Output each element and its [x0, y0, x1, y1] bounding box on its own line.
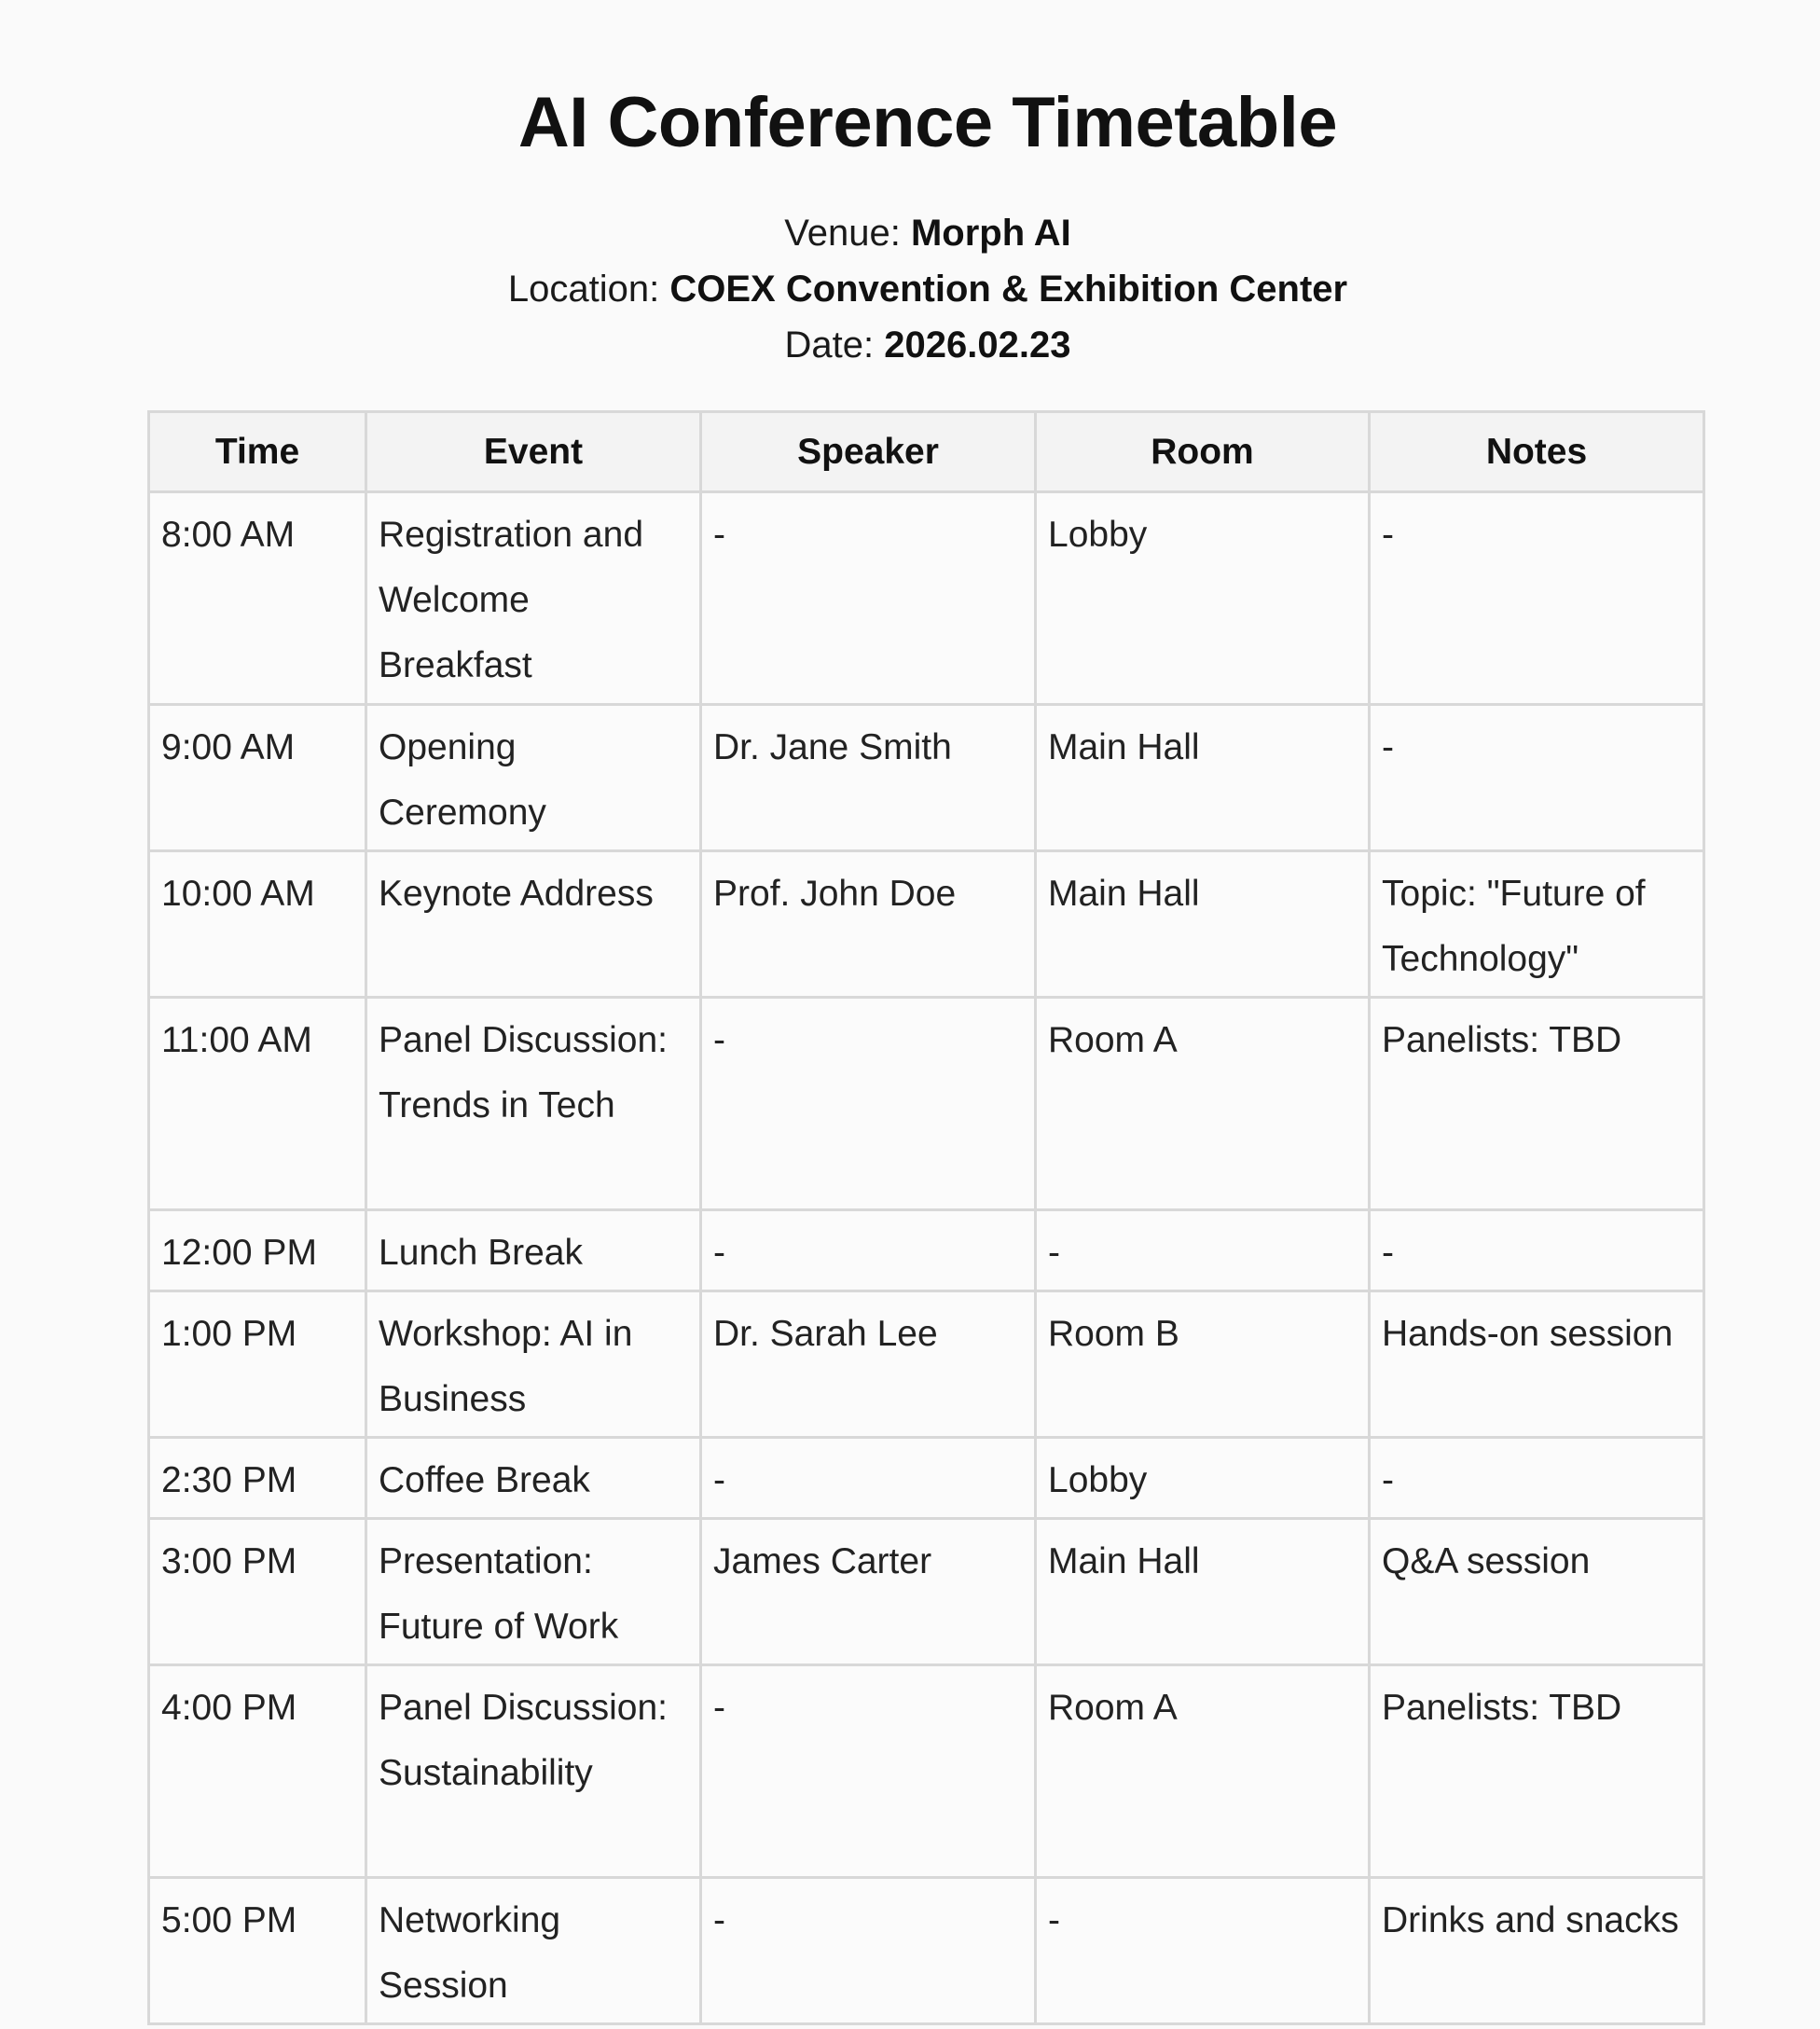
date-value: 2026.02.23 [884, 324, 1071, 366]
cell-event: Opening Ceremony [366, 705, 701, 851]
cell-notes: - [1370, 1210, 1704, 1291]
cell-room: Main Hall [1036, 1519, 1370, 1665]
table-row [149, 492, 1704, 705]
cell-room: Lobby [1036, 492, 1370, 705]
venue-value: Morph AI [910, 213, 1071, 254]
table-row [149, 1519, 1704, 1665]
page-title: AI Conference Timetable [517, 83, 1338, 162]
location-line [0, 261, 1820, 317]
cell-notes: Panelists: TBD [1370, 1665, 1704, 1878]
table-row [149, 705, 1704, 851]
cell-event: Registration and Welcome Breakfast [366, 492, 701, 705]
cell-time: 4:00 PM [149, 1665, 366, 1878]
cell-event: Coffee Break [366, 1438, 701, 1519]
cell-room: - [1036, 1210, 1370, 1291]
cell-room: Room A [1036, 1665, 1370, 1878]
cell-event: Networking Session [366, 1878, 701, 2024]
cell-room: Main Hall [1036, 705, 1370, 851]
cell-notes: - [1370, 705, 1704, 851]
cell-notes: - [1370, 1438, 1704, 1519]
cell-notes: Panelists: TBD [1370, 998, 1704, 1210]
header-time: Time [149, 412, 366, 492]
table-row [149, 1291, 1704, 1438]
cell-time: 9:00 AM [149, 705, 366, 851]
date-line [0, 317, 1820, 373]
cell-time: 8:00 AM [149, 492, 366, 705]
location-value: COEX Convention & Exhibition Center [669, 269, 1348, 310]
cell-event: Keynote Address [366, 851, 701, 998]
table-row [149, 1210, 1704, 1291]
table-header-row [149, 412, 1704, 492]
cell-room: - [1036, 1878, 1370, 2024]
cell-speaker: Dr. Jane Smith [701, 705, 1036, 851]
cell-time: 3:00 PM [149, 1519, 366, 1665]
venue-line [0, 205, 1820, 261]
header-speaker: Speaker [701, 412, 1036, 492]
cell-notes: Topic: "Future of Technology" [1370, 851, 1704, 998]
venue-label: Venue: [784, 213, 901, 254]
cell-speaker: Dr. Sarah Lee [701, 1291, 1036, 1438]
cell-speaker: - [701, 492, 1036, 705]
cell-speaker: - [701, 1210, 1036, 1291]
cell-time: 11:00 AM [149, 998, 366, 1210]
cell-event: Panel Discussion: Trends in Tech [366, 998, 701, 1210]
cell-room: Main Hall [1036, 851, 1370, 998]
cell-room: Lobby [1036, 1438, 1370, 1519]
cell-notes: Drinks and snacks [1370, 1878, 1704, 2024]
cell-event: Presentation: Future of Work [366, 1519, 701, 1665]
cell-event: Workshop: AI in Business [366, 1291, 701, 1438]
cell-notes: Hands-on session [1370, 1291, 1704, 1438]
cell-notes: - [1370, 492, 1704, 705]
cell-speaker: - [701, 998, 1036, 1210]
cell-speaker: - [701, 1665, 1036, 1878]
cell-time: 1:00 PM [149, 1291, 366, 1438]
location-label: Location: [507, 269, 660, 310]
cell-time: 5:00 PM [149, 1878, 366, 2024]
header-room: Room [1036, 412, 1370, 492]
header-event: Event [366, 412, 701, 492]
header-notes: Notes [1370, 412, 1704, 492]
table-row [149, 1878, 1704, 2024]
table-row [149, 998, 1704, 1210]
cell-speaker: - [701, 1438, 1036, 1519]
cell-room: Room A [1036, 998, 1370, 1210]
timetable [147, 410, 1705, 2025]
cell-speaker: James Carter [701, 1519, 1036, 1665]
cell-room: Room B [1036, 1291, 1370, 1438]
cell-speaker: - [701, 1878, 1036, 2024]
date-label: Date: [784, 324, 875, 366]
cell-speaker: Prof. John Doe [701, 851, 1036, 998]
cell-time: 10:00 AM [149, 851, 366, 998]
table-row [149, 1438, 1704, 1519]
table-row [149, 1665, 1704, 1878]
cell-time: 12:00 PM [149, 1210, 366, 1291]
cell-time: 2:30 PM [149, 1438, 366, 1519]
cell-event: Lunch Break [366, 1210, 701, 1291]
cell-event: Panel Discussion: Sustainability [366, 1665, 701, 1878]
cell-notes: Q&A session [1370, 1519, 1704, 1665]
table-row [149, 851, 1704, 998]
